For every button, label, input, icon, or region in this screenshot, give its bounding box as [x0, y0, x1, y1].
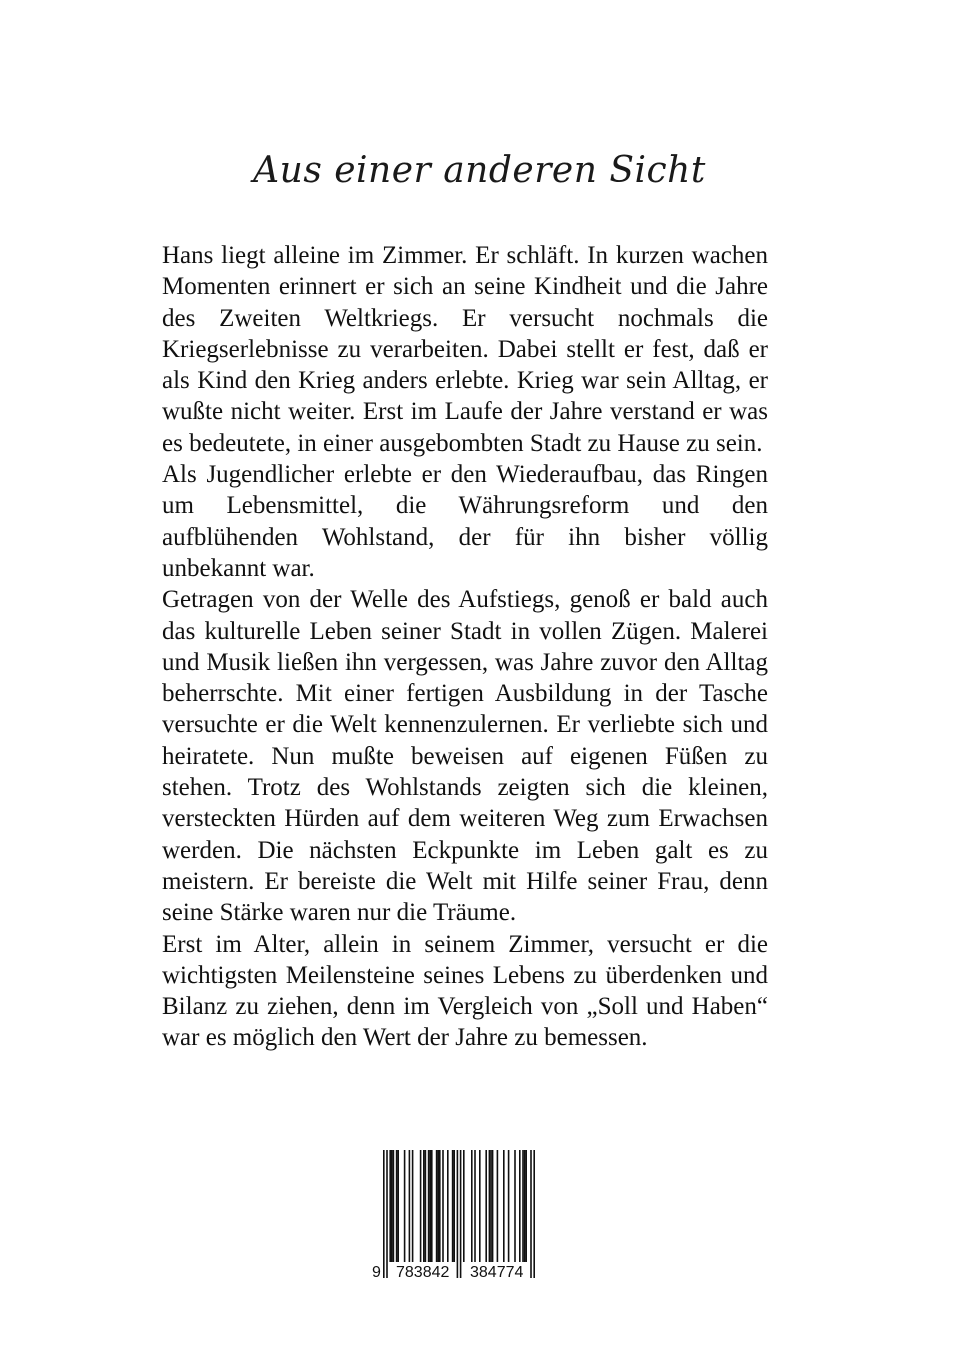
- barcode-guard-bar: [383, 1150, 385, 1278]
- barcode-bar: [442, 1150, 444, 1262]
- barcode-graphic: [370, 1148, 548, 1280]
- barcode-guard-bar: [530, 1150, 532, 1278]
- barcode-bar: [474, 1150, 476, 1262]
- barcode-guard-bar: [457, 1150, 459, 1278]
- barcode-guard-bar: [386, 1150, 388, 1278]
- barcode-bar: [412, 1150, 414, 1262]
- barcode-bar: [431, 1150, 433, 1262]
- barcode-bar: [425, 1150, 427, 1262]
- barcode-bar: [497, 1150, 499, 1262]
- barcode-bar: [471, 1150, 473, 1262]
- blurb-paragraph-4: Erst im Alter, allein in seinem Zimmer, versucht er die wichtigsten Meilensteine seines Lebens zu überdenken und Bilanz zu ziehen, denn im Vergleich von „Soll und Haben“ war es möglich den Wert der Jahre zu bemessen.: [162, 930, 768, 1052]
- barcode-bar: [522, 1150, 524, 1262]
- barcode-bar: [396, 1150, 398, 1262]
- barcode-bar: [508, 1150, 510, 1262]
- barcode-bar: [423, 1150, 425, 1262]
- blurb-paragraph-2: Als Jugendlicher erlebte er den Wiederaufbau, das Ringen um Lebensmittel, die Währungsreform und den aufblühenden Wohlstand, der für ihn bisher völlig unbekannt war.: [162, 461, 768, 582]
- barcode-bar: [463, 1150, 465, 1262]
- barcode-bar: [447, 1150, 449, 1262]
- barcode-bar: [409, 1150, 411, 1262]
- blurb-paragraph-3: Getragen von der Welle des Aufstiegs, genoß er bald auch das kulturelle Leben seiner Stadt in vollen Zügen. Malerei und Musik ließen ihn vergessen, was Jahre zuvor den Alltag beherrschte. Mit einer fertigen Ausbildung in der Tasche versuchte er die Welt kennenzulernen. Er verliebte sich und heiratete. Nun mußte beweisen auf eigenen Füßen zu stehen. Trotz des Wohlstands zeigten sich die kleinen, versteckten Hürden auf dem weiteren Weg zum Erwachsen werden. Die nächsten Eckpunkte im Leben galt es zu meistern. Er bereiste die Welt mit Hilfe seiner Frau, denn seine Stärke waren nur die Träume.: [162, 586, 768, 927]
- isbn-barcode: [370, 1148, 548, 1280]
- barcode-bar: [437, 1150, 439, 1262]
- barcode-leading-digit: 9: [372, 1264, 381, 1280]
- barcode-bar: [485, 1150, 487, 1262]
- barcode-bar: [489, 1150, 491, 1262]
- barcode-bar: [436, 1150, 438, 1262]
- barcode-bar: [524, 1150, 526, 1262]
- barcode-left-digits: 783842: [396, 1264, 450, 1280]
- barcode-bar: [428, 1150, 430, 1262]
- blurb-text: [162, 240, 768, 1054]
- barcode-bar: [479, 1150, 481, 1262]
- barcode-bar: [393, 1150, 395, 1262]
- barcode-bar: [453, 1150, 455, 1262]
- barcode-guard-bar: [533, 1150, 535, 1278]
- barcode-bar: [420, 1150, 422, 1262]
- barcode-bar: [519, 1150, 521, 1262]
- barcode-bar: [439, 1150, 441, 1262]
- barcode-bar: [514, 1150, 516, 1262]
- barcode-bar: [525, 1150, 527, 1262]
- blurb-paragraph-1: Hans liegt alleine im Zimmer. Er schläft. In kurzen wachen Momenten erinnert er sich an seine Kindheit und die Jahre des Zweiten Weltkriegs. Er versucht nochmals die Kriegserlebnisse zu verarbeiten. Dabei stellt er fest, daß er als Kind den Krieg anders erlebte. Krieg war sein Alltag, er wußte nicht weiter. Erst im Laufe der Jahre verstand er was es bedeutete, in einer ausgebombten Stadt zu Hause zu sein.: [162, 242, 768, 457]
- barcode-bar: [503, 1150, 505, 1262]
- barcode-bar: [397, 1150, 399, 1262]
- page-title: Aus einer anderen Sicht: [253, 150, 706, 191]
- barcode-bar: [389, 1150, 391, 1262]
- barcode-bar: [429, 1150, 431, 1262]
- barcode-bar: [452, 1150, 454, 1262]
- barcode-guard-bar: [460, 1150, 462, 1278]
- barcode-bar: [391, 1150, 393, 1262]
- barcode-bar: [492, 1150, 494, 1262]
- barcode-bar: [490, 1150, 492, 1262]
- barcode-right-digits: 384774: [470, 1264, 524, 1280]
- barcode-bar: [404, 1150, 406, 1262]
